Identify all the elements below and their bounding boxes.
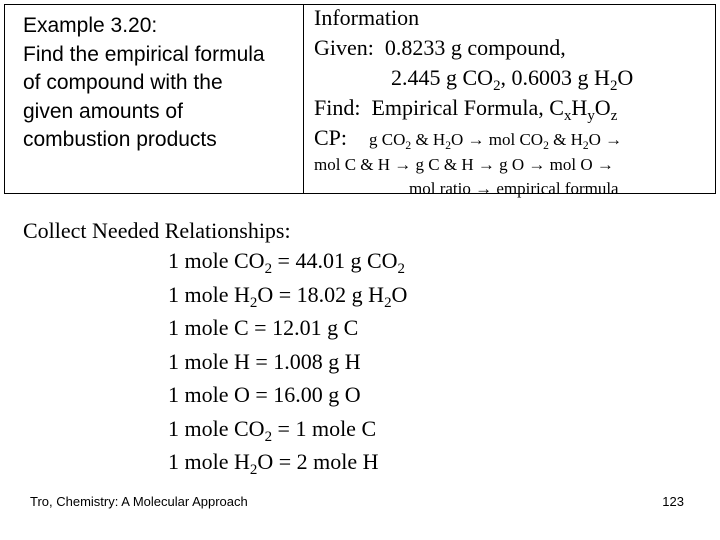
relationship-line [168,248,405,278]
relationship-text: 1 mole H [168,449,250,474]
cp-text-part: & H [548,130,583,149]
subscript: 2 [405,139,412,153]
subscript: z [610,108,618,125]
find-text: Empirical Formula, C [371,95,564,120]
relationship-text: 1 mole CO [168,248,265,273]
cp-label: CP: [314,125,348,150]
cp-line-1 [314,124,622,154]
cp-text-part: O → [588,130,623,149]
relationship-line [168,349,361,375]
cp-line-2: mol C & H → g C & H → g O → mol O → [314,155,614,174]
collect-heading: Collect Needed Relationships: [23,218,291,243]
subscript: 2 [397,261,405,278]
subscript: y [587,108,595,125]
subscript: x [563,108,572,125]
cp-text-part: & H [411,130,446,149]
relationship-text: O [391,281,408,307]
relationship-text: O = 18.02 g H [257,281,385,307]
example-panel [23,12,293,155]
relationship-text: = 44.01 g CO [272,248,398,273]
find-text: O [594,95,611,120]
relationship-line [168,449,379,479]
info-heading: Information [314,5,420,30]
subscript: 2 [609,78,618,95]
given-text: O [617,65,634,90]
relationship-line [168,315,358,341]
relationship-text: 1 mole O = 16.00 g O [168,382,361,407]
find-text: H [571,95,588,120]
cp-text [369,130,623,153]
header-divider [303,4,304,194]
footer-source: Tro, Chemistry: A Molecular Approach [30,494,248,509]
example-line: given amounts of [23,99,183,123]
relationship-line [168,415,377,445]
subscript: 2 [543,139,549,153]
relationship-text: O = 2 mole H [257,449,379,474]
cp-line-3: mol ratio → empirical formula [409,179,619,198]
subscript: 2 [249,462,258,479]
subscript: 2 [493,78,501,95]
find-label: Find: [314,95,361,120]
cp-text-part: g CO [369,130,406,149]
relationship-line [168,382,361,408]
subscript: 2 [264,428,273,445]
page-number: 123 [662,494,684,509]
relationship-text: 1 mole H = 1.008 g H [168,348,361,374]
example-line: of compound with the [23,71,223,94]
relationship-text: 1 mole CO [168,415,265,441]
given-text: 2.445 g CO [391,65,494,90]
example-line: combustion products [23,128,217,151]
given-text: , 0.6003 g H [500,65,610,90]
subscript: 2 [264,261,273,278]
relationship-line [168,281,408,311]
subscript: 2 [582,139,589,153]
subscript: 2 [384,294,392,311]
given-value-1: 0.8233 g compound, [384,35,566,60]
cp-text-part: O → mol CO [450,130,544,149]
subscript: 2 [445,139,451,153]
relationship-text: 1 mole C = 12.01 g C [168,315,359,340]
relationship-text: = 1 mole C [272,415,377,441]
given-line-2 [391,64,634,95]
subscript: 2 [249,294,258,311]
example-line: Find the empirical formula [23,42,265,66]
given-label: Given: [314,35,374,60]
find-line [314,94,618,125]
given-line-1 [314,34,566,62]
example-line: Example 3.20: [23,14,158,37]
relationship-text: 1 mole H [168,281,250,307]
